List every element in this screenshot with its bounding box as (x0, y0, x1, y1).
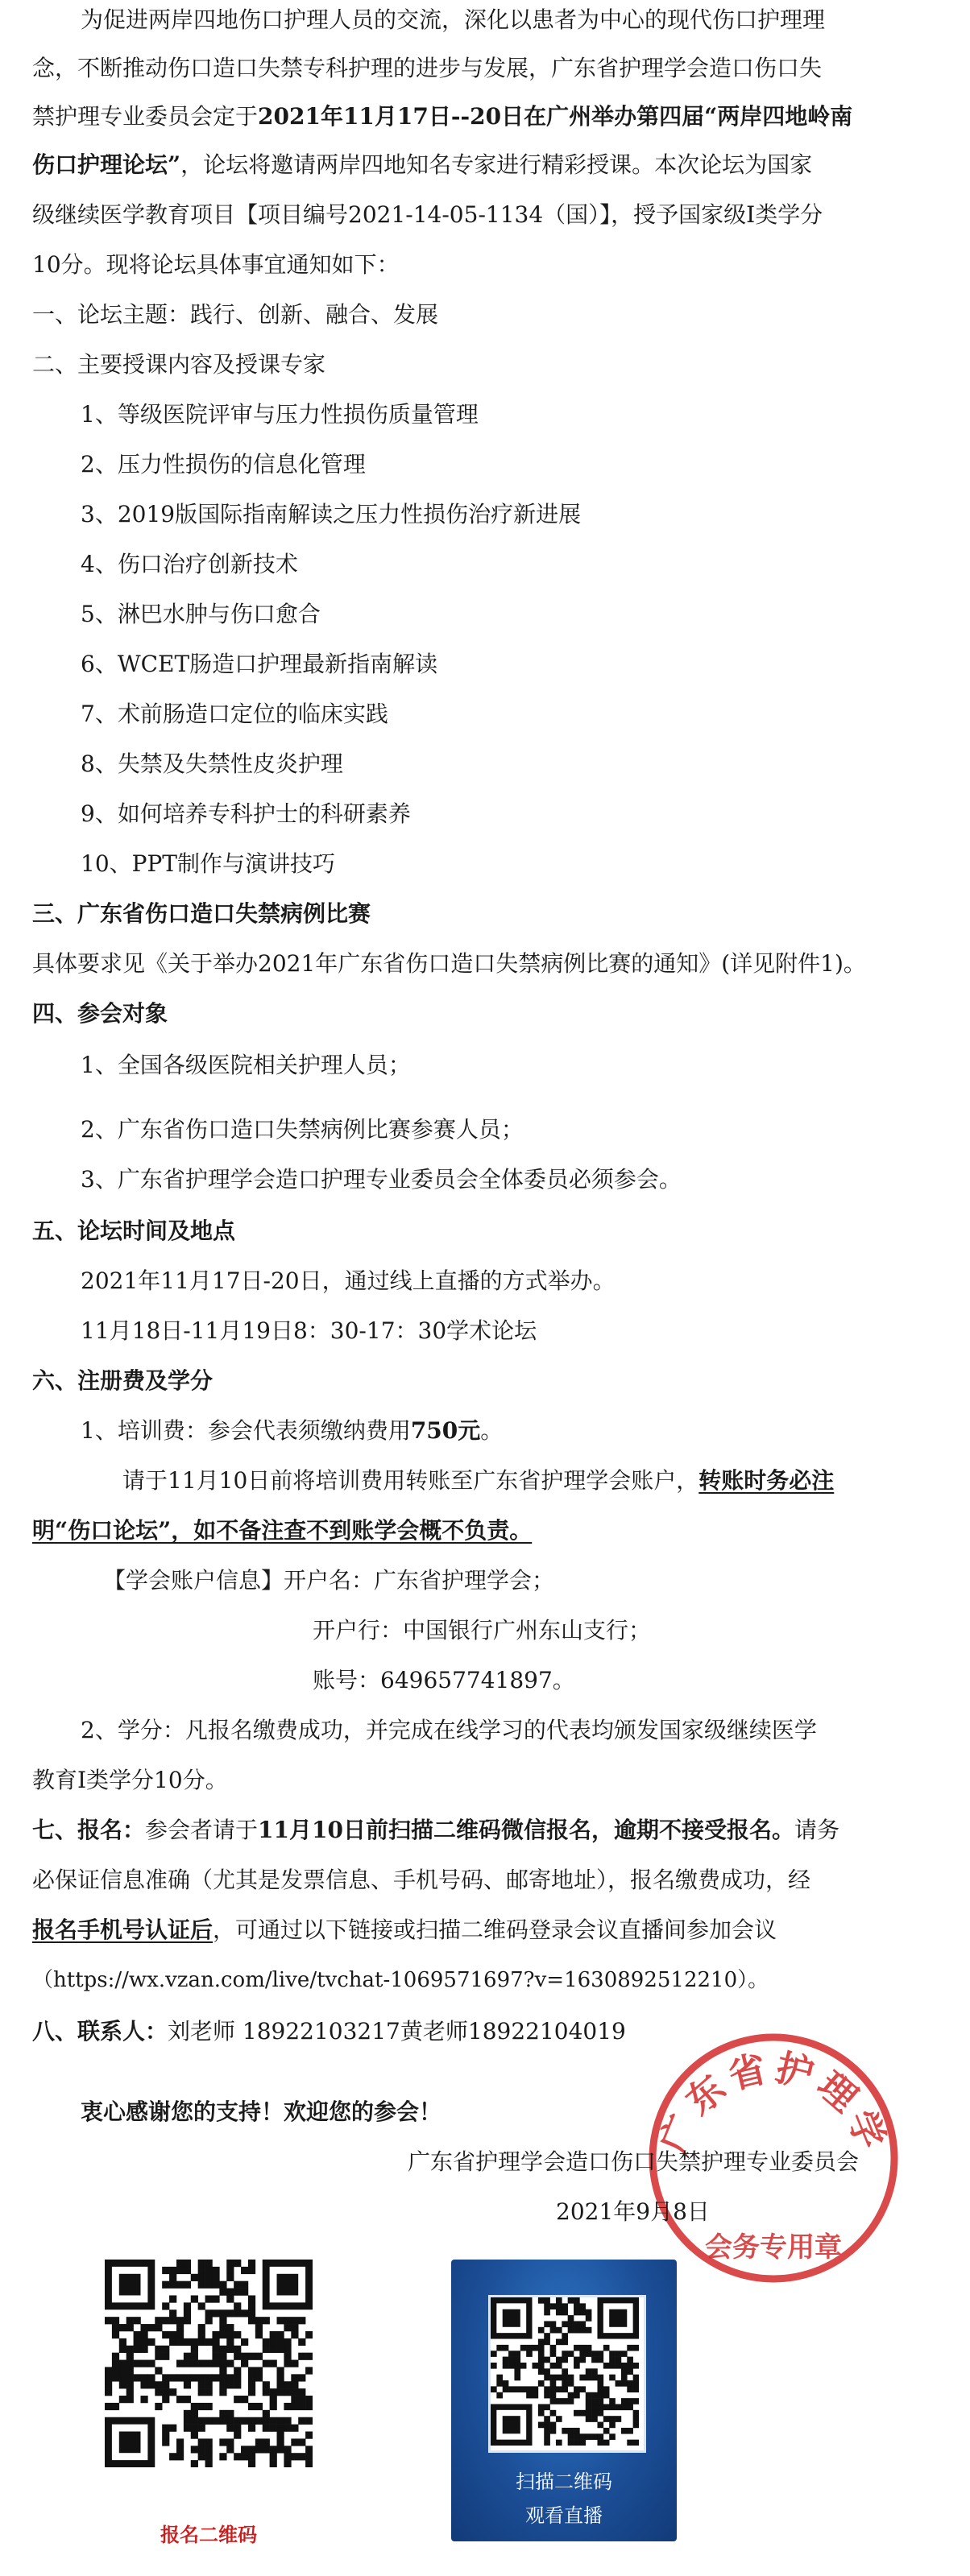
account-name: 开户名：广东省护理学会； (284, 1567, 555, 1594)
thanks-line: 衷心感谢您的支持！欢迎您的参会！ (81, 2098, 442, 2125)
fee-amount: 750元 (410, 1417, 481, 1444)
register-qr-caption: 报名二维码 (160, 2524, 257, 2546)
course-item: 9、如何培养专科护士的科研素养 (81, 800, 411, 827)
forum-name-bold: “两岸四地岭南 (704, 103, 853, 130)
fee-text: 1、培训费：参会代表须缴纳费用 (81, 1417, 411, 1444)
section-3-body: 具体要求见《关于举办2021年广东省伤口造口失禁病例比赛的通知》(详见附件1)。 (32, 950, 866, 977)
intro-line-3 (32, 103, 852, 130)
registration-line-3 (32, 1916, 777, 1944)
transfer-line-2: 明“伤口论坛”，如不备注查不到账学会概不负责。 (32, 1517, 533, 1544)
live-qr-caption-1: 扫描二维码 (516, 2471, 612, 2493)
intro-line-6: 10分。现将论坛具体事宜通知如下： (32, 251, 400, 278)
section-7-heading: 七、报名： (32, 1817, 146, 1843)
attendee-item: 3、广东省护理学会造口护理专业委员会全体委员必须参会。 (81, 1166, 682, 1193)
course-item: 5、淋巴水肿与伤口愈合 (81, 601, 321, 627)
course-item: 2、压力性损伤的信息化管理 (81, 451, 366, 478)
transfer-warning: 转账时务必注 (698, 1467, 835, 1494)
registration-text: 请务 (794, 1817, 839, 1843)
registration-line-1 (32, 1817, 839, 1844)
intro-text: 禁护理专业委员会定于 (32, 103, 259, 130)
forum-time-line: 11月18日-11月19日8：30-17：30学术论坛 (81, 1317, 537, 1344)
account-bank: 开户行：中国银行广州东山支行； (313, 1617, 652, 1644)
forum-date-bold: 2021年11月17日--20日在广州举办第四届 (258, 103, 705, 130)
transfer-line-1 (122, 1467, 834, 1495)
registration-line-2: 必保证信息准确（尤其是发票信息、手机号码、邮寄地址），报名缴费成功，经 (32, 1867, 811, 1893)
fee-text: 。 (480, 1417, 504, 1444)
registration-text: 参会者请于 (145, 1817, 259, 1843)
section-4-heading: 四、参会对象 (32, 1000, 168, 1027)
credit-line-2: 教育Ⅰ类学分10分。 (32, 1767, 228, 1793)
signature-org: 广东省护理学会造口伤口失禁护理专业委员会 (408, 2148, 860, 2175)
attendee-item: 1、全国各级医院相关护理人员； (81, 1052, 411, 1078)
svg-text:广东省护理学 (652, 2045, 896, 2159)
course-item: 4、伤口治疗创新技术 (81, 551, 298, 577)
account-info-line (103, 1567, 554, 1594)
forum-name-bold: 伤口护理论坛” (32, 151, 181, 178)
course-item: 10、PPT制作与演讲技巧 (81, 850, 335, 877)
course-item: 3、2019版国际指南解读之压力性损伤治疗新进展 (81, 501, 582, 527)
intro-line-4 (32, 151, 812, 179)
contact-people: 刘老师 18922103217黄老师18922104019 (168, 2018, 626, 2045)
section-5-heading: 五、论坛时间及地点 (32, 1218, 236, 1244)
account-number: 账号：649657741897。 (313, 1667, 575, 1693)
registration-deadline: 11月10日前扫描二维码微信报名，逾期不接受报名。 (258, 1817, 794, 1843)
attendee-item: 2、广东省伤口造口失禁病例比赛参赛人员； (81, 1116, 524, 1143)
qr-pattern (491, 2297, 639, 2446)
register-qr-code[interactable] (105, 2260, 313, 2467)
phone-verification-note: 报名手机号认证后 (32, 1916, 213, 1943)
section-2-heading: 二、主要授课内容及授课专家 (32, 351, 326, 378)
seal-bottom-text: 会务专用章 (705, 2231, 842, 2264)
live-link[interactable]: （https://wx.vzan.com/live/tvchat-1069571697?v=1630892512210）。 (32, 1968, 769, 1992)
intro-text: ，论坛将邀请两岸四地知名专家进行精彩授课。本次论坛为国家 (180, 151, 813, 178)
live-qr-code[interactable] (488, 2295, 646, 2453)
transfer-text: 请于11月10日前将培训费用转账至广东省护理学会账户， (122, 1467, 699, 1494)
section-3-heading: 三、广东省伤口造口失禁病例比赛 (32, 900, 371, 927)
course-item: 8、失禁及失禁性皮炎护理 (81, 750, 343, 777)
course-item: 6、WCET肠造口护理最新指南解读 (81, 651, 438, 677)
credit-line-1: 2、学分：凡报名缴费成功，并完成在线学习的代表均颁发国家级继续医学 (81, 1717, 817, 1743)
section-6-heading: 六、注册费及学分 (32, 1367, 213, 1394)
account-info-label: 【学会账户信息】 (103, 1567, 284, 1594)
section-8-heading: 八、联系人： (32, 2018, 168, 2045)
intro-line-2: 念，不断推动伤口造口失禁专科护理的进步与发展，广东省护理学会造口伤口失 (32, 55, 823, 81)
live-qr-caption-2: 观看直播 (525, 2504, 603, 2527)
signature-date: 2021年9月8日 (556, 2198, 710, 2225)
qr-pattern (105, 2260, 313, 2467)
intro-line-1: 为促进两岸四地伤口护理人员的交流，深化以患者为中心的现代伤口护理理 (81, 6, 826, 33)
forum-time-line: 2021年11月17日-20日，通过线上直播的方式举办。 (81, 1267, 616, 1294)
contact-line (32, 2018, 626, 2045)
course-item: 1、等级医院评审与压力性损伤质量管理 (81, 401, 479, 428)
intro-line-5: 级继续医学教育项目【项目编号2021-14-05-1134（国）】，授予国家级Ⅰ类学分 (32, 201, 823, 228)
section-1-theme: 一、论坛主题：践行、创新、融合、发展 (32, 301, 439, 328)
training-fee-line (81, 1417, 503, 1445)
seal-arc-text: 广东省护理学 (651, 2045, 896, 2160)
registration-text: ，可通过以下链接或扫描二维码登录会议直播间参加会议 (213, 1916, 777, 1943)
course-item: 7、术前肠造口定位的临床实践 (81, 701, 388, 727)
